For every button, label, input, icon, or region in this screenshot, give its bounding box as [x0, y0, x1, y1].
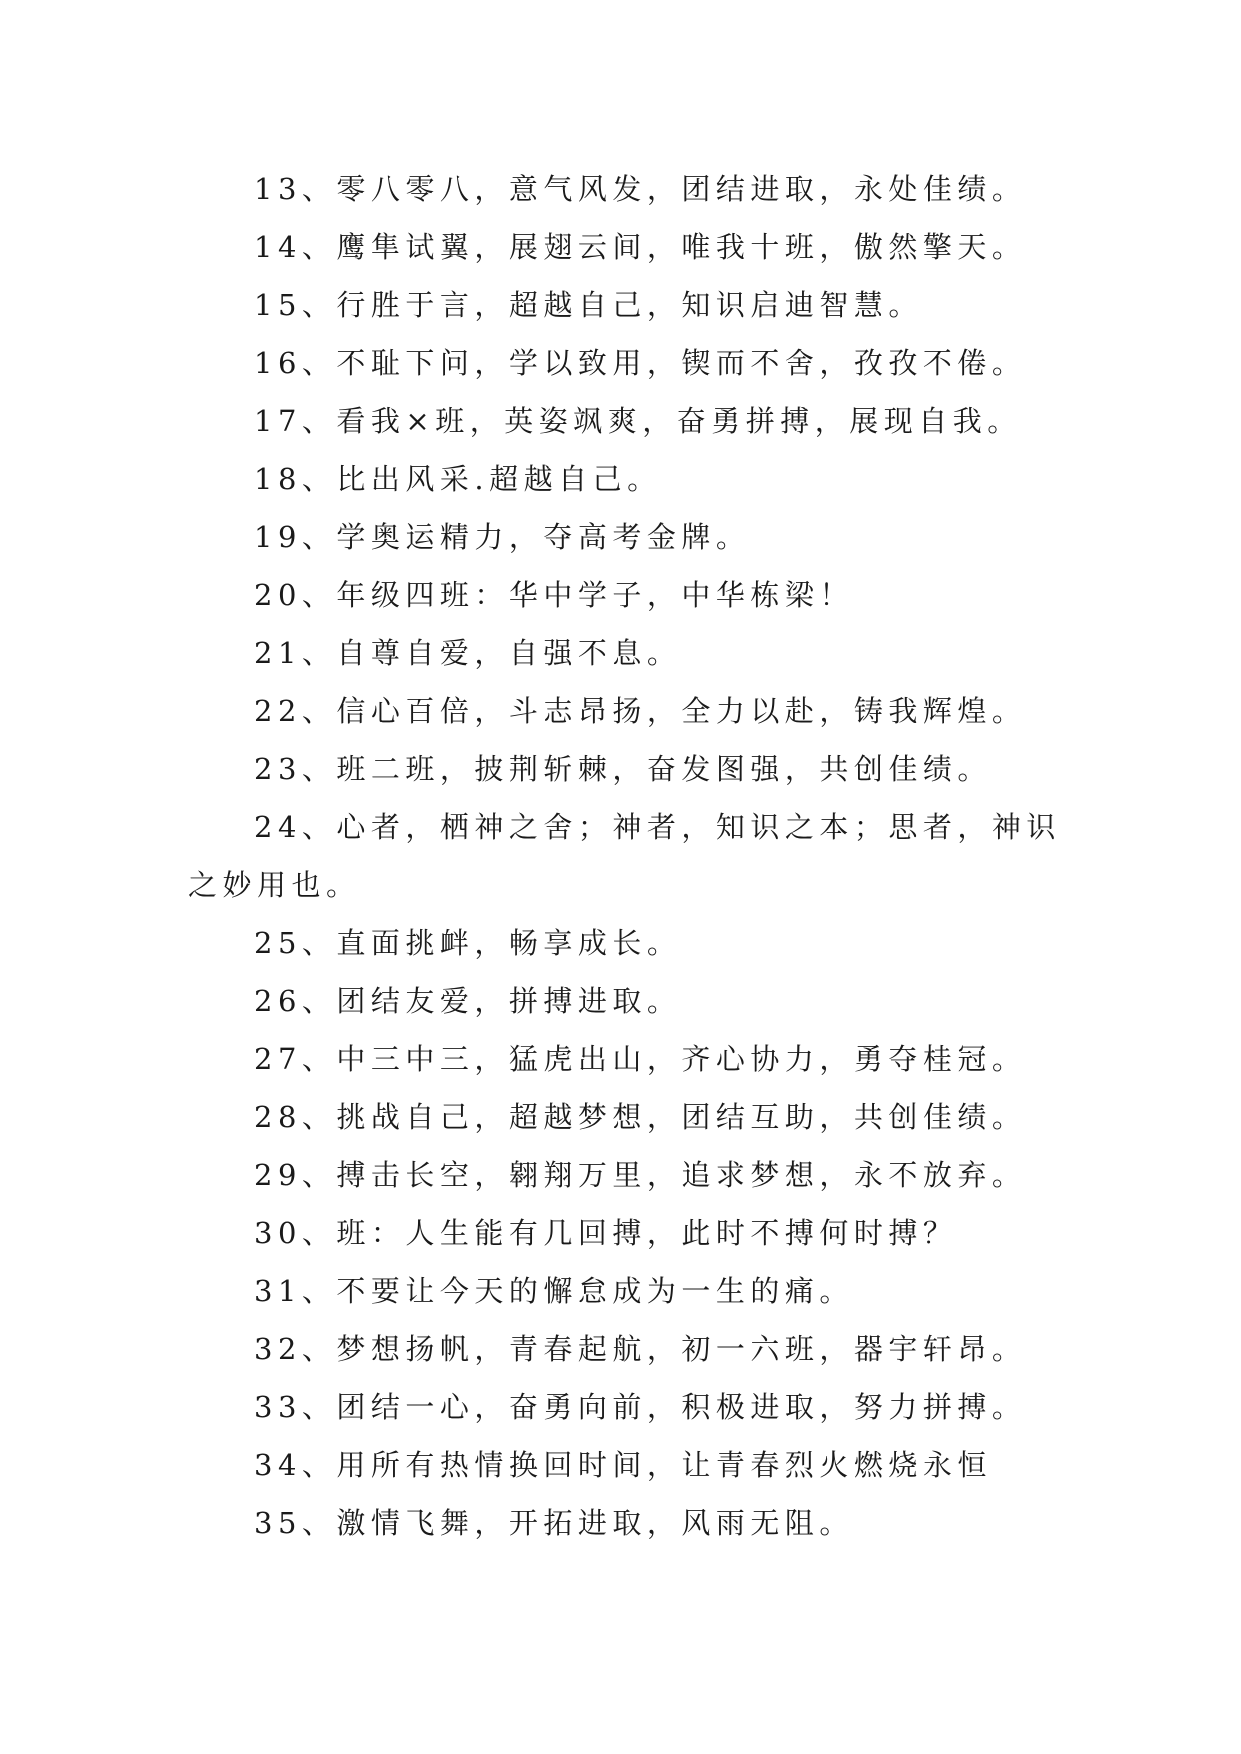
- slogan-item: 18、比出风采.超越自己。: [254, 462, 662, 496]
- slogan-item: 14、鹰隼试翼，展翅云间，唯我十班，傲然擎天。: [254, 230, 1027, 264]
- slogan-item: 26、团结友爱，拼搏进取。: [254, 984, 682, 1018]
- slogan-item: 31、不要让今天的懈怠成为一生的痛。: [254, 1274, 854, 1308]
- slogan-item: 24、心者，栖神之舍；神者，知识之本；思者，神识之妙用也。: [188, 810, 1061, 902]
- slogan-item: 17、看我×班，英姿飒爽，奋勇拼搏，展现自我。: [254, 404, 1022, 438]
- slogan-list: [188, 160, 1068, 1552]
- slogan-item: 35、激情飞舞，开拓进取，风雨无阻。: [254, 1506, 854, 1540]
- slogan-item: 16、不耻下问，学以致用，锲而不舍，孜孜不倦。: [254, 346, 1027, 380]
- slogan-item: 33、团结一心，奋勇向前，积极进取，努力拼搏。: [254, 1390, 1027, 1424]
- slogan-item: 25、直面挑衅，畅享成长。: [254, 926, 682, 960]
- slogan-item: 29、搏击长空，翱翔万里，追求梦想，永不放弃。: [254, 1158, 1027, 1192]
- slogan-item: 20、年级四班：华中学子，中华栋梁！: [254, 578, 854, 612]
- slogan-item: 30、班：人生能有几回搏，此时不搏何时搏？: [254, 1216, 958, 1250]
- slogan-item: 19、学奥运精力，夺高考金牌。: [254, 520, 751, 554]
- slogan-item: 13、零八零八，意气风发，团结进取，永处佳绩。: [254, 172, 1027, 206]
- slogan-item: 23、班二班，披荆斩棘，奋发图强，共创佳绩。: [254, 752, 992, 786]
- slogan-item: 21、自尊自爱，自强不息。: [254, 636, 682, 670]
- slogan-item: 28、挑战自己，超越梦想，团结互助，共创佳绩。: [254, 1100, 1027, 1134]
- slogan-item: 32、梦想扬帆，青春起航，初一六班，器宇轩昂。: [254, 1332, 1027, 1366]
- slogan-item: 27、中三中三，猛虎出山，齐心协力，勇夺桂冠。: [254, 1042, 1027, 1076]
- slogan-item: 22、信心百倍，斗志昂扬，全力以赴，铸我辉煌。: [254, 694, 1027, 728]
- slogan-item: 34、用所有热情换回时间，让青春烈火燃烧永恒: [254, 1448, 992, 1482]
- slogan-item: 15、行胜于言，超越自己，知识启迪智慧。: [254, 288, 923, 322]
